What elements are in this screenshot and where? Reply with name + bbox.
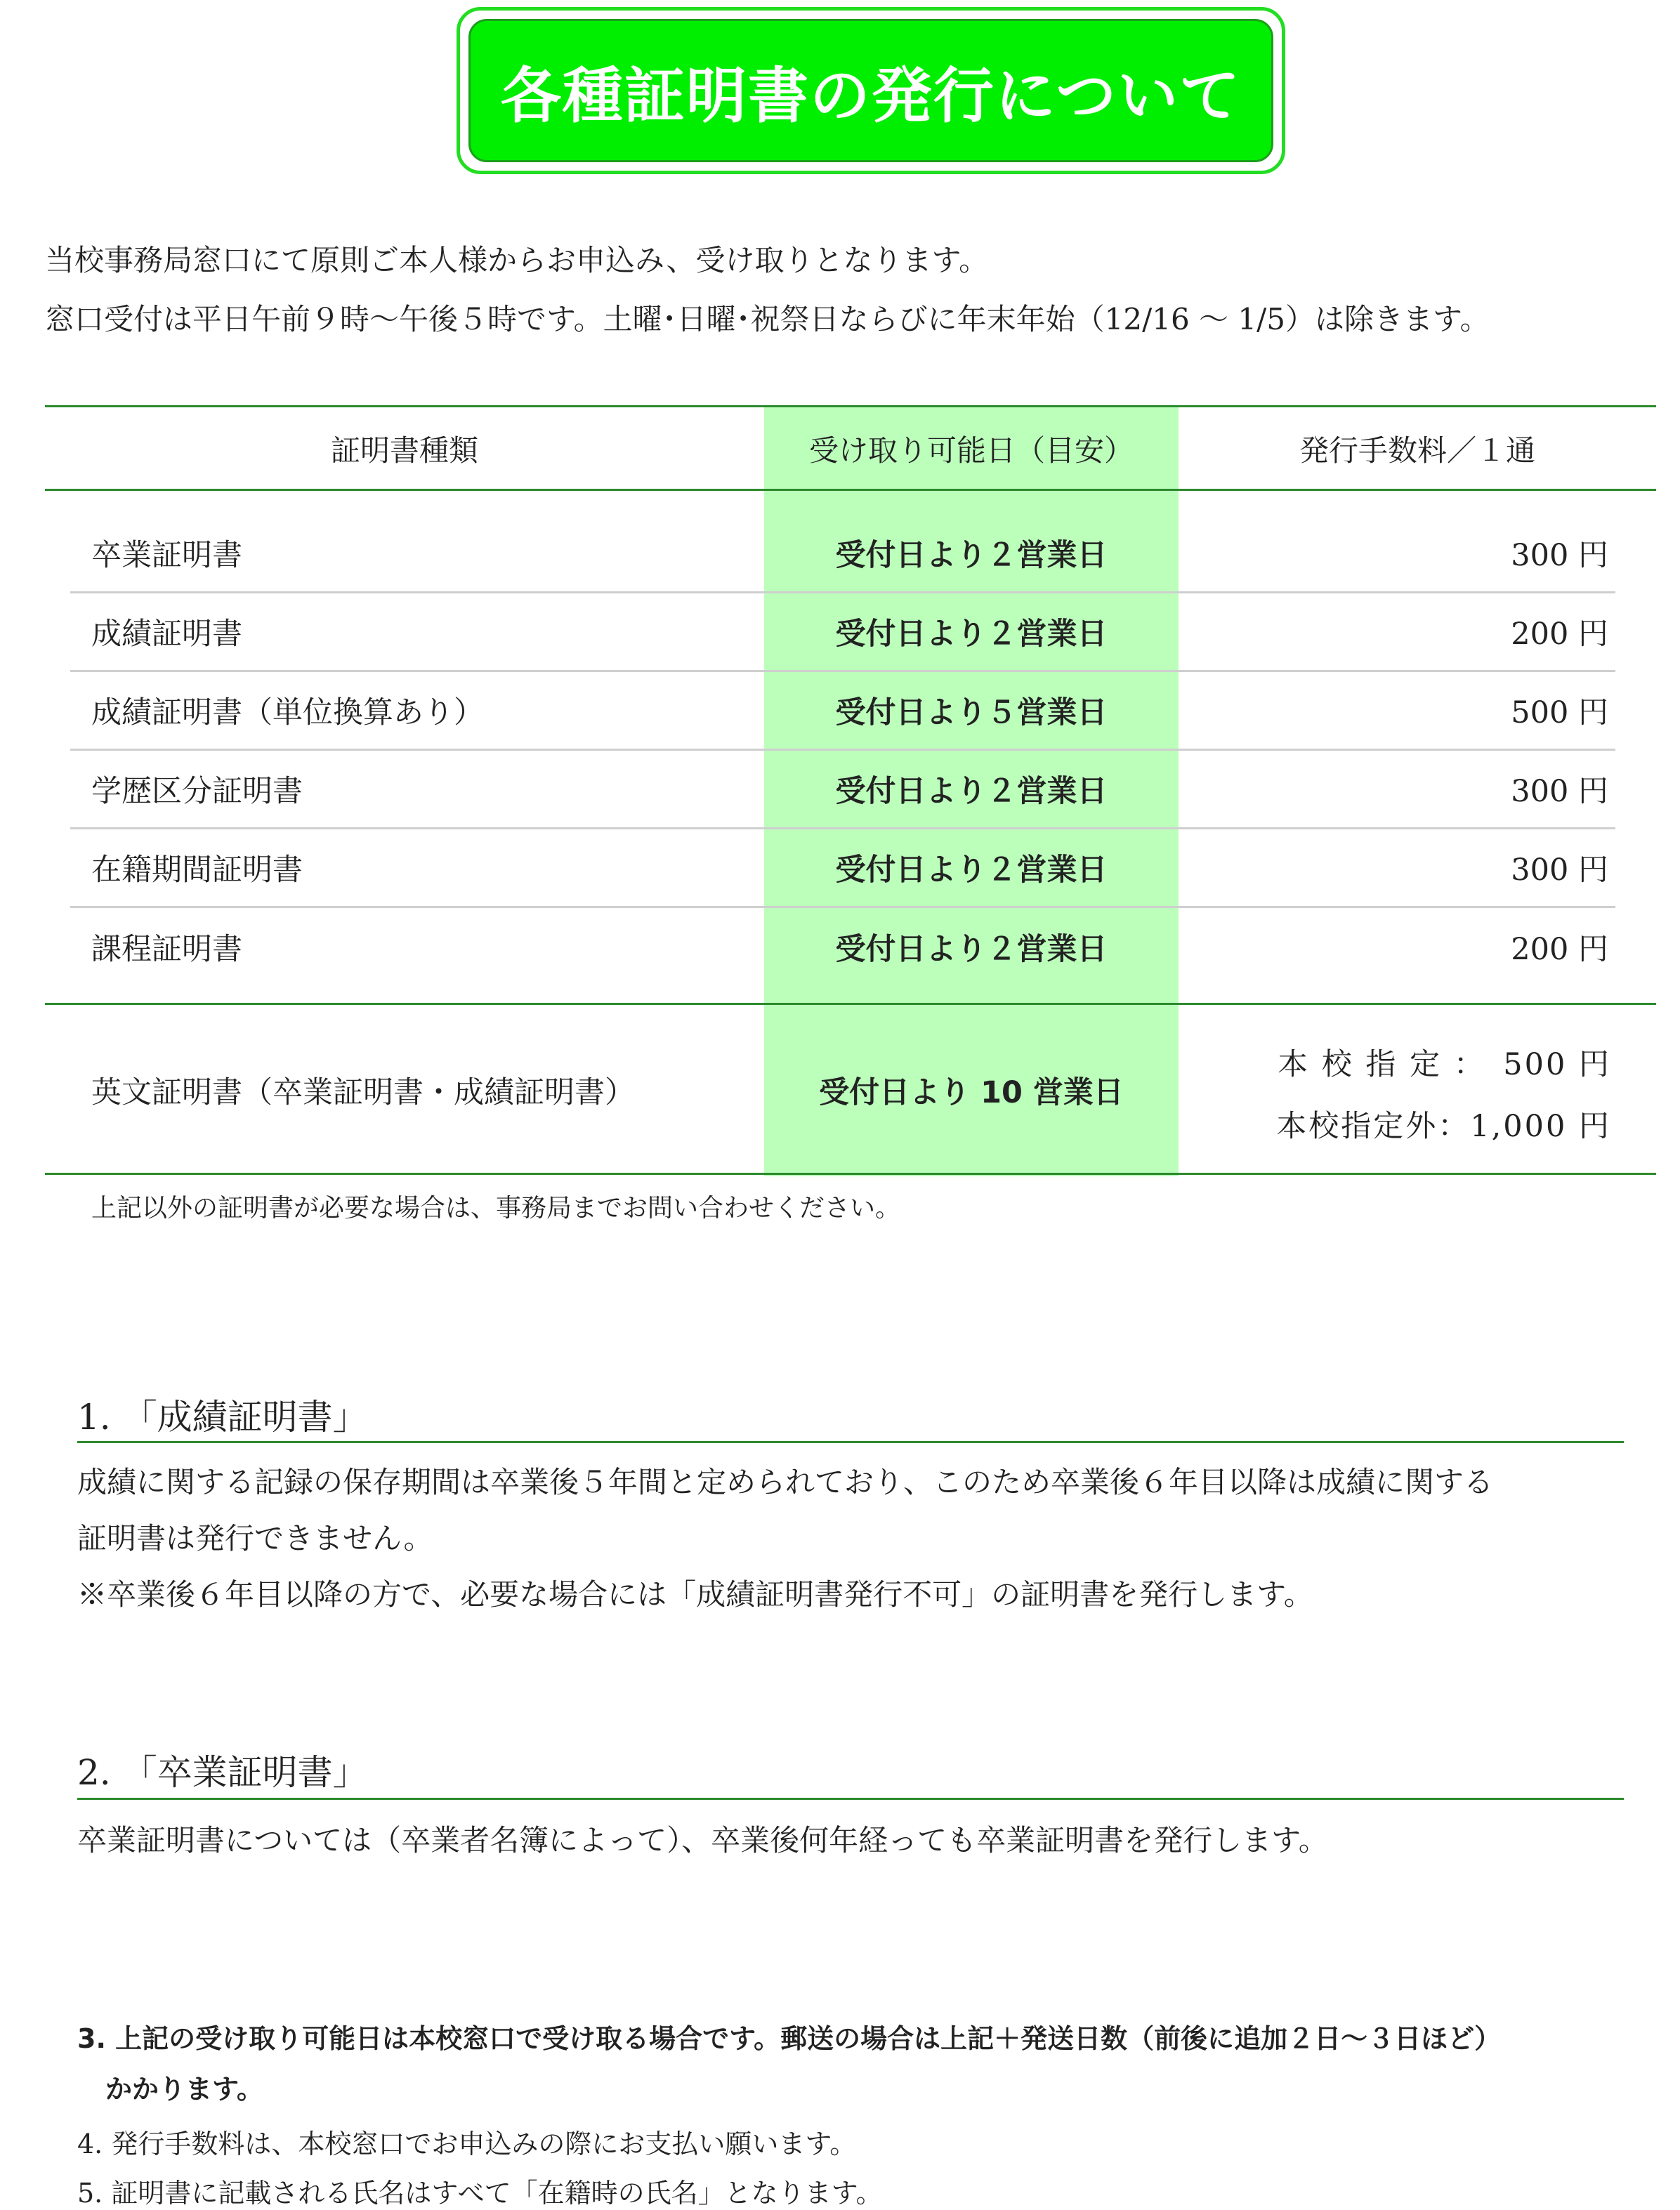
row-5-fee: 300 円 [1511, 852, 1608, 888]
section-1-title: 「成績証明書」 [122, 1397, 368, 1438]
page-title: 各種証明書の発行について [500, 61, 1242, 131]
row-6-fee: 200 円 [1511, 931, 1608, 967]
row-4-fee: 300 円 [1511, 773, 1608, 809]
row-5-days: 受付日より２営業日 [835, 852, 1108, 888]
section-2-heading [77, 1744, 368, 1795]
section-2-underline [77, 1798, 1624, 1800]
header-pickup-date: 受け取り可能日（目安） [808, 433, 1134, 468]
intro-line-2: 窓口受付は平日午前９時〜午後５時です。土曜･日曜･祝祭日ならびに年末年始（12/16 〜 1/5）は除きます。 [45, 302, 1490, 336]
row-3-days: 受付日より５営業日 [835, 695, 1108, 730]
section-1-heading [77, 1389, 368, 1440]
row-english-name: 英文証明書（卒業証明書・成績証明書） [91, 1074, 635, 1110]
row-2-name: 成績証明書 [91, 616, 242, 652]
intro-line-1: 当校事務局窓口にて原則ご本人様からお申込み、受け取りとなります。 [45, 243, 989, 277]
section-1-number: 1. [77, 1397, 122, 1438]
section-1-underline [77, 1441, 1624, 1443]
footnote-4: 4. 発行手数料は、本校窓口でお申込みの際にお支払い願います。 [77, 2129, 857, 2159]
section-2-title: 「卒業証明書」 [122, 1752, 368, 1793]
footnote-3-line-1: 3. 上記の受け取り可能日は本校窓口で受け取る場合です。郵送の場合は上記＋発送日数（前後に追加２日〜３日ほど） [77, 2023, 1502, 2054]
table-note: 上記以外の証明書が必要な場合は、事務局までお問い合わせください。 [91, 1194, 901, 1223]
section-2-number: 2. [77, 1752, 122, 1793]
row-6-name: 課程証明書 [91, 931, 242, 967]
title-banner-fill [468, 19, 1273, 162]
row-2-fee: 200 円 [1511, 616, 1608, 652]
section-1-line-3: ※卒業後６年目以降の方で、必要な場合には「成績証明書発行不可」の証明書を発行します。 [77, 1577, 1313, 1612]
row-1-name: 卒業証明書 [91, 537, 242, 573]
row-1-days: 受付日より２営業日 [835, 537, 1108, 573]
section-1-line-1: 成績に関する記録の保存期間は卒業後５年間と定められており、このため卒業後６年目以降は成績に関する [77, 1465, 1494, 1499]
row-2-days: 受付日より２営業日 [835, 616, 1108, 652]
row-english-fee-designated: 本 校 指 定 ： 500 円 [1278, 1047, 1611, 1082]
row-4-name: 学歴区分証明書 [91, 773, 303, 809]
row-3-fee: 500 円 [1511, 695, 1608, 730]
row-1-fee: 300 円 [1511, 537, 1608, 573]
header-cert-type: 証明書種類 [330, 433, 478, 468]
row-3-name: 成績証明書（単位換算あり） [91, 695, 484, 730]
section-2-line-1: 卒業証明書については（卒業者名簿によって）、卒業後何年経っても卒業証明書を発行します。 [77, 1823, 1328, 1857]
section-1-line-2: 証明書は発行できません。 [77, 1521, 433, 1555]
footnote-3-line-2: かかります。 [105, 2074, 263, 2105]
row-english-fee-other: 本校指定外：1,000 円 [1276, 1109, 1611, 1144]
title-banner [457, 7, 1285, 174]
row-5-name: 在籍期間証明書 [91, 852, 303, 888]
footnote-5: 5. 証明書に記載される氏名はすべて「在籍時の氏名」となります。 [77, 2178, 883, 2209]
table-bottom-border [45, 1173, 1656, 1175]
header-fee: 発行手数料／１通 [1299, 433, 1535, 468]
row-english-days: 受付日より 10 営業日 [819, 1074, 1124, 1110]
row-6-days: 受付日より２営業日 [835, 931, 1108, 967]
row-4-days: 受付日より２営業日 [835, 773, 1108, 809]
table-header-border [45, 489, 1656, 491]
